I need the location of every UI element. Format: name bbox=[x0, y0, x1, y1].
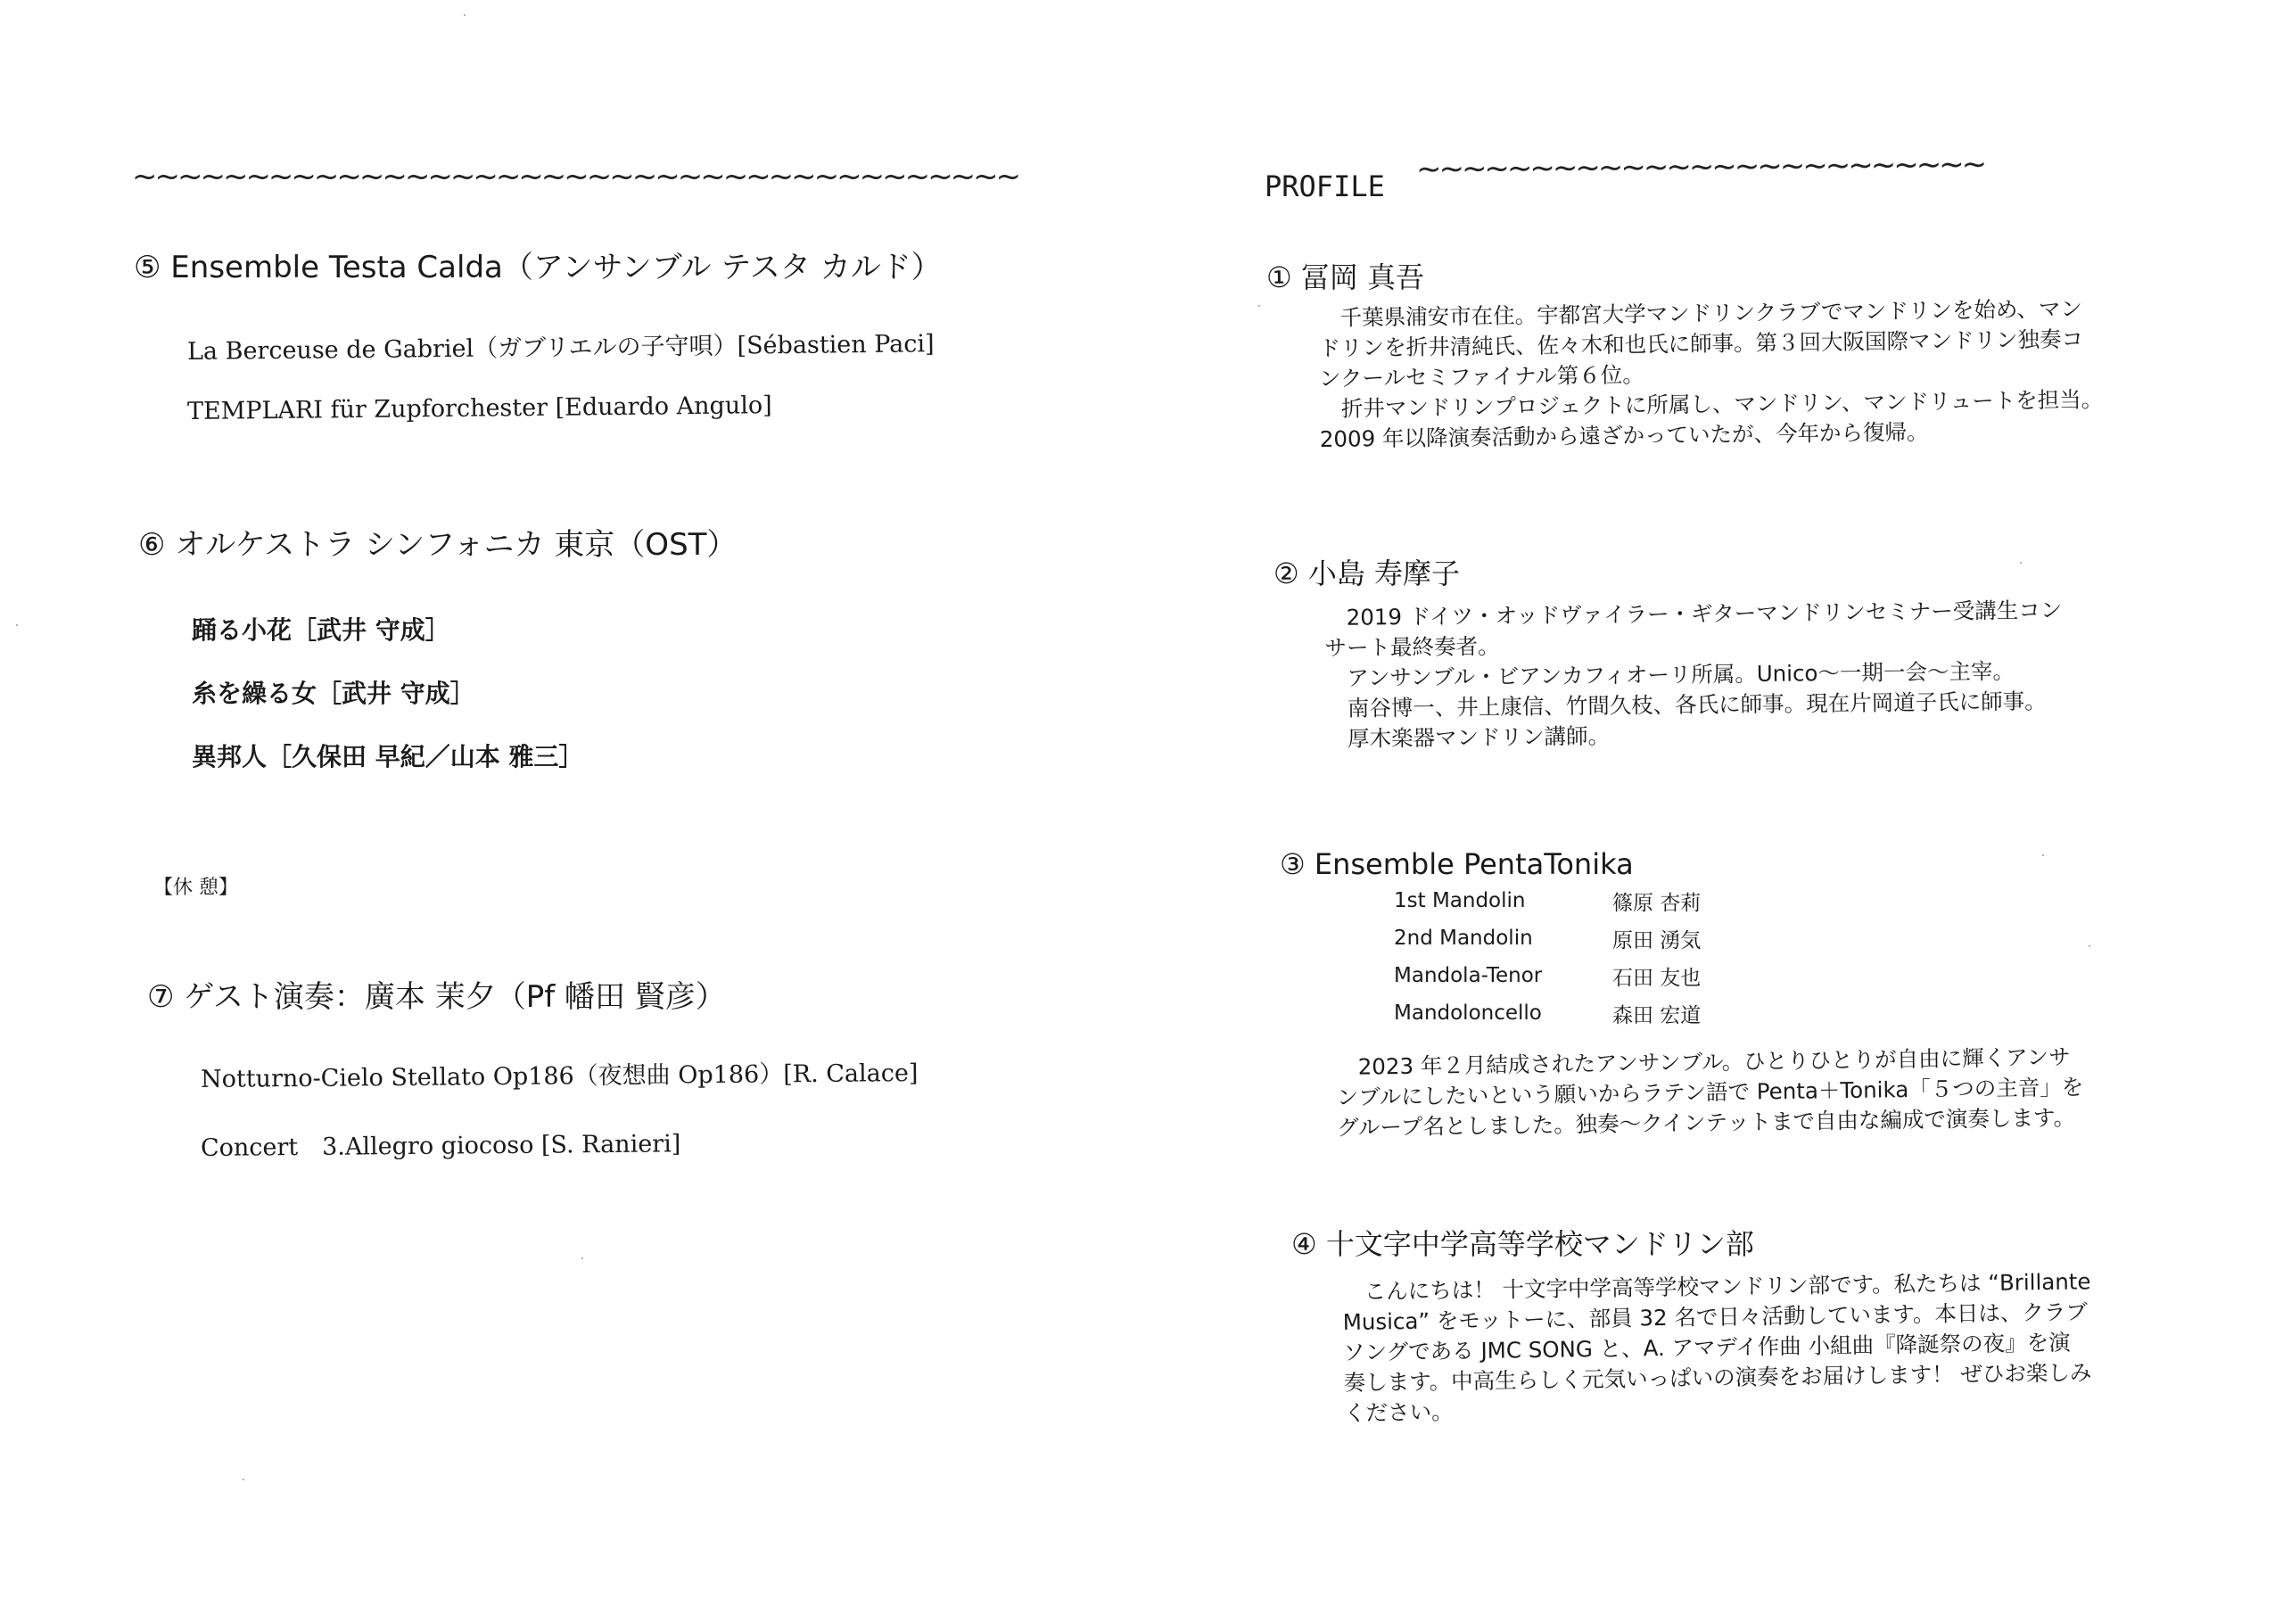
profile-name-3: ③ Ensemble PentaTonika bbox=[1280, 847, 1634, 881]
member-row bbox=[1394, 957, 1755, 994]
bio-line: サート最終奏者。 bbox=[1324, 632, 1500, 661]
piece-item: Notturno-Cielo Stellato Op186（夜想曲 Op186）[R. Calace] bbox=[200, 1059, 919, 1093]
profile-label: PROFILE bbox=[1265, 169, 1385, 203]
right-page bbox=[1142, 0, 2283, 1624]
profile-bio-4 bbox=[1342, 1266, 2093, 1429]
piece-item: 糸を繰る女［武井 守成］ bbox=[192, 679, 475, 708]
bio-line: 千葉県浦安市在住。宇都宮大学マンドリンクラブでマンドリンを始め、マン bbox=[1318, 295, 2083, 331]
bio-line: Musica” をモットーに、部員 32 名で日々活動しています。本日は、クラブ bbox=[1342, 1298, 2089, 1335]
bio-line: 折井マンドリンプロジェクトに所属し、マンドリン、マンドリュートを担当。 bbox=[1319, 386, 2104, 422]
piece-item: TEMPLARI für Zupforchester [Eduardo Angulo] bbox=[186, 392, 772, 425]
member-part: 1st Mandolin bbox=[1394, 889, 1526, 912]
scan-speck bbox=[2020, 562, 2022, 564]
piece-item: 異邦人［久保田 早紀／山本 雅三］ bbox=[192, 742, 584, 771]
scan-speck bbox=[464, 14, 466, 16]
scan-speck bbox=[16, 624, 18, 626]
bio-line: 奏します。中高生らしく元気いっぱいの演奏をお届けします！ ぜひお楽しみ bbox=[1343, 1359, 2092, 1396]
section-heading-7: ⑦ ゲスト演奏：廣本 茉夕（Pf 幡田 賢彦） bbox=[147, 979, 726, 1015]
section-heading-5: ⑤ Ensemble Testa Calda（アンサンブル テスタ カルド） bbox=[134, 250, 942, 285]
profile-name-1: ① 冨岡 真吾 bbox=[1266, 260, 1425, 294]
bio-line: こんにちは！ 十文字中学高等学校マンドリン部です。私たちは “Brillante bbox=[1342, 1268, 2091, 1305]
bio-line: ンクールセミファイナル第６位。 bbox=[1318, 361, 1644, 392]
member-list bbox=[1394, 882, 1755, 1032]
bio-line: 2023 年２月結成されたアンサンブル。ひとりひとりが自由に輝くアンサ bbox=[1336, 1043, 2071, 1080]
bio-line: 厚木楽器マンドリン講師。 bbox=[1325, 722, 1611, 752]
scan-speck bbox=[581, 1257, 583, 1259]
scan-speck bbox=[2089, 945, 2090, 947]
profile-name-4: ④ 十文字中学高等学校マンドリン部 bbox=[1291, 1227, 1754, 1261]
intermission-label: 【休 憩】 bbox=[153, 877, 238, 899]
scan-speck bbox=[1258, 305, 1260, 307]
member-name: 石田 友也 bbox=[1612, 966, 1702, 990]
member-part: Mandoloncello bbox=[1394, 1002, 1542, 1025]
profile-bio-3 bbox=[1336, 1042, 2084, 1143]
scan-speck bbox=[243, 1479, 244, 1480]
bio-line: ンブルにしたいという願いからラテン語で Penta＋Tonika「５つの主音」を bbox=[1336, 1074, 2084, 1110]
member-part: 2nd Mandolin bbox=[1394, 927, 1533, 950]
profile-bio-1 bbox=[1318, 293, 2104, 455]
section-heading-6: ⑥ オルケストラ シンフォニカ 東京（OST） bbox=[138, 527, 738, 563]
bio-line: ドリンを折井清純氏、佐々木和也氏に師事。第３回大阪国際マンドリン独奏コ bbox=[1318, 326, 2084, 361]
bio-line: 2009 年以降演奏活動から遠ざかっていたが、今年から復帰。 bbox=[1319, 418, 1929, 452]
member-name: 原田 湧気 bbox=[1612, 928, 1702, 952]
piece-item: Concert 3.Allegro giocoso [S. Ranieri] bbox=[200, 1130, 681, 1162]
profile-tilde-rule: ~~~~~~~~~~~~~~~~~~~~~~~~~ bbox=[1415, 146, 1985, 187]
member-part: Mandola-Tenor bbox=[1394, 964, 1543, 987]
bio-line: ソングである JMC SONG と、A. アマデイ作曲 小組曲『降誕祭の夜』を演 bbox=[1342, 1329, 2071, 1365]
member-row bbox=[1394, 994, 1755, 1032]
member-name: 森田 宏道 bbox=[1612, 1003, 1702, 1027]
top-tilde-rule: ~~~~~~~~~~~~~~~~~~~~~~~~~~~~~~~~~~~~~~~ bbox=[132, 159, 1019, 194]
scan-speck bbox=[2042, 854, 2044, 856]
member-name: 篠原 杏莉 bbox=[1612, 891, 1702, 915]
bio-line: 南谷博一、井上康信、竹間久枝、各氏に師事。現在片岡道子氏に師事。 bbox=[1325, 688, 2047, 721]
profile-bio-2 bbox=[1324, 595, 2064, 754]
profile-name-2: ② 小島 寿摩子 bbox=[1273, 556, 1461, 590]
bio-line: グループ名としました。独奏～クインテットまで自由な編成で演奏します。 bbox=[1336, 1104, 2076, 1141]
member-row bbox=[1394, 882, 1755, 919]
bio-line: アンサンブル・ビアンカフィオーリ所属。Unico〜一期一会〜主宰。 bbox=[1324, 657, 2015, 691]
piece-item: 踊る小花［武井 守成］ bbox=[192, 615, 450, 645]
piece-item: La Berceuse de Gabriel（ガブリエルの子守唄）[Sébastien Paci] bbox=[186, 330, 935, 366]
bio-line: ください。 bbox=[1343, 1398, 1454, 1426]
member-row bbox=[1394, 919, 1755, 957]
bio-line: 2019 ドイツ・オッドヴァイラー・ギターマンドリンセミナー受講生コン bbox=[1324, 597, 2063, 631]
